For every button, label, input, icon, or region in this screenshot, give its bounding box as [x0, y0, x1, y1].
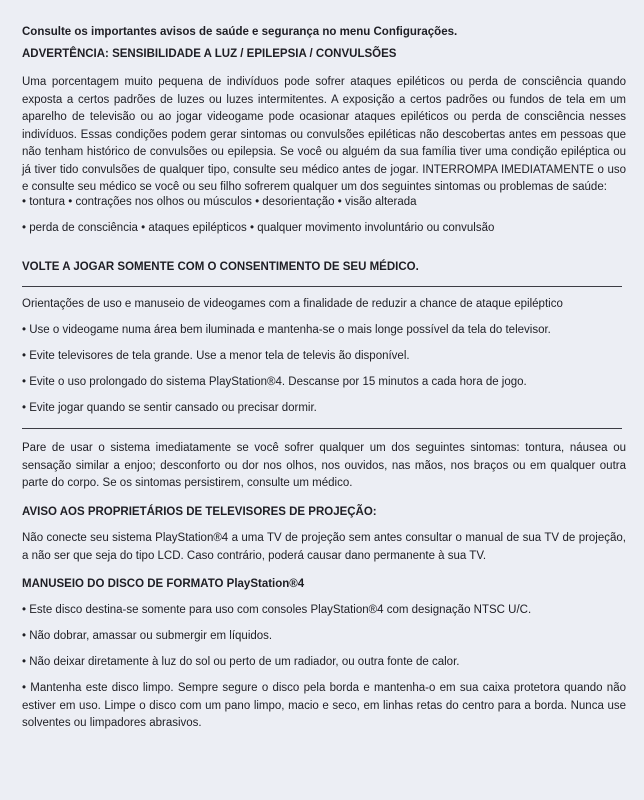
- projection-body: [22, 530, 626, 565]
- symptoms-list: [22, 194, 626, 212]
- guidelines-item-wrap: [22, 322, 626, 340]
- divider: [22, 286, 622, 287]
- disc-item-wrap: [22, 654, 626, 672]
- disc-heading: MANUSEIO DO DISCO DE FORMATO PlayStation®4: [22, 578, 305, 590]
- symptoms-line: • perda de consciência • ataques epilépticos • qualquer movimento involuntário ou convulsão: [22, 222, 495, 234]
- resume-note: VOLTE A JOGAR SOMENTE COM O CONSENTIMENTO DE SEU MÉDICO.: [22, 261, 419, 273]
- disc-item: • Não dobrar, amassar ou submergir em líquidos.: [22, 630, 273, 642]
- settings-notice: Consulte os importantes avisos de saúde e segurança no menu Configurações.: [22, 26, 458, 38]
- guideline-item: • Use o videogame numa área bem iluminada e mantenha-se o mais longe possível da tela do televisor.: [22, 324, 551, 336]
- divider: [22, 428, 622, 429]
- symptoms-list-2: [22, 220, 626, 238]
- guidelines-intro: Orientações de uso e manuseio de videogames com a finalidade de reduzir a chance de ataque epiléptico: [22, 298, 563, 310]
- warning-paragraph: Uma porcentagem muito pequena de indivíduos pode sofrer ataques epiléticos ou perda de consciência quando exposta a certos padrões de luzes ou luzes intermitentes. A exposição a certos padrões ou fundos de tela em um aparelho de televisão ou ao jogar videogame pode ocasionar ataques epiléticos ou perda de consciência nesses indivíduos. Essas condições podem gerar sintomas ou convulsões epiléticas não descobertas antes em pessoas que não tenham histórico de convulsões ou epilepsia. Se você ou alguém da sua família tiver uma condição epiléptica ou já tiver tido convulsões de qualquer tipo, consulte seu médico antes de jogar. INTERROMPA IMEDIATAMENTE o uso e consulte seu médico se você ou seu filho sofrerem qualquer um dos seguintes sintomas ou problemas de saúde:: [22, 76, 626, 193]
- guidelines-item-wrap: [22, 374, 626, 392]
- symptoms-line: • tontura • contrações nos olhos ou músculos • desorientação • visão alterada: [22, 196, 417, 208]
- disc-item-wrap: [22, 602, 626, 620]
- guideline-item: • Evite jogar quando se sentir cansado ou precisar dormir.: [22, 402, 317, 414]
- guideline-item: • Evite televisores de tela grande. Use a menor tela de televis ão disponível.: [22, 350, 410, 362]
- warning-section: [22, 46, 626, 64]
- guidelines-item-wrap: [22, 348, 626, 366]
- disc-item-wrap: [22, 628, 626, 646]
- guidelines-section: [22, 296, 626, 314]
- disc-item: • Não deixar diretamente à luz do sol ou perto de um radiador, ou outra fonte de calor.: [22, 656, 460, 668]
- disc-item: • Este disco destina-se somente para uso com consoles PlayStation®4 com designação NTSC U/C.: [22, 604, 532, 616]
- projection-paragraph: Não conecte seu sistema PlayStation®4 a uma TV de projeção sem antes consultar o manual de sua TV de projeção, a não ser que seja do tipo LCD. Caso contrário, poderá causar dano permanente à sua TV.: [22, 532, 626, 562]
- disc-item: • Mantenha este disco limpo. Sempre segure o disco pela borda e mantenha-o em sua caixa protetora quando não estiver em uso. Limpe o disco com um pano limpo, macio e seco, em linhas retas do centro para a borda. Nunca use solventes ou limpadores abrasivos.: [22, 682, 626, 729]
- projection-section: [22, 504, 626, 522]
- guidelines-item-wrap: [22, 400, 626, 418]
- stop-notice-wrap: [22, 440, 626, 493]
- projection-heading: AVISO AOS PROPRIETÁRIOS DE TELEVISORES DE PROJEÇÃO:: [22, 506, 377, 518]
- warning-heading: ADVERTÊNCIA: SENSIBILIDADE A LUZ / EPILEPSIA / CONVULSÕES: [22, 48, 397, 60]
- disc-section: [22, 576, 626, 594]
- resume-note-wrap: [22, 259, 626, 277]
- guideline-item: • Evite o uso prolongado do sistema PlayStation®4. Descanse por 15 minutos a cada hora de jogo.: [22, 376, 527, 388]
- disc-item-wrap: [22, 680, 626, 733]
- stop-notice: Pare de usar o sistema imediatamente se você sofrer qualquer um dos seguintes sintomas: tontura, náusea ou sensação similar a enjoo; desconforto ou dor nos olhos, nos ouvidos, nas mãos, nos braços ou em qualquer outra parte do corpo. Se os sintomas persistirem, consulte um médico.: [22, 442, 626, 489]
- warning-body: [22, 74, 626, 197]
